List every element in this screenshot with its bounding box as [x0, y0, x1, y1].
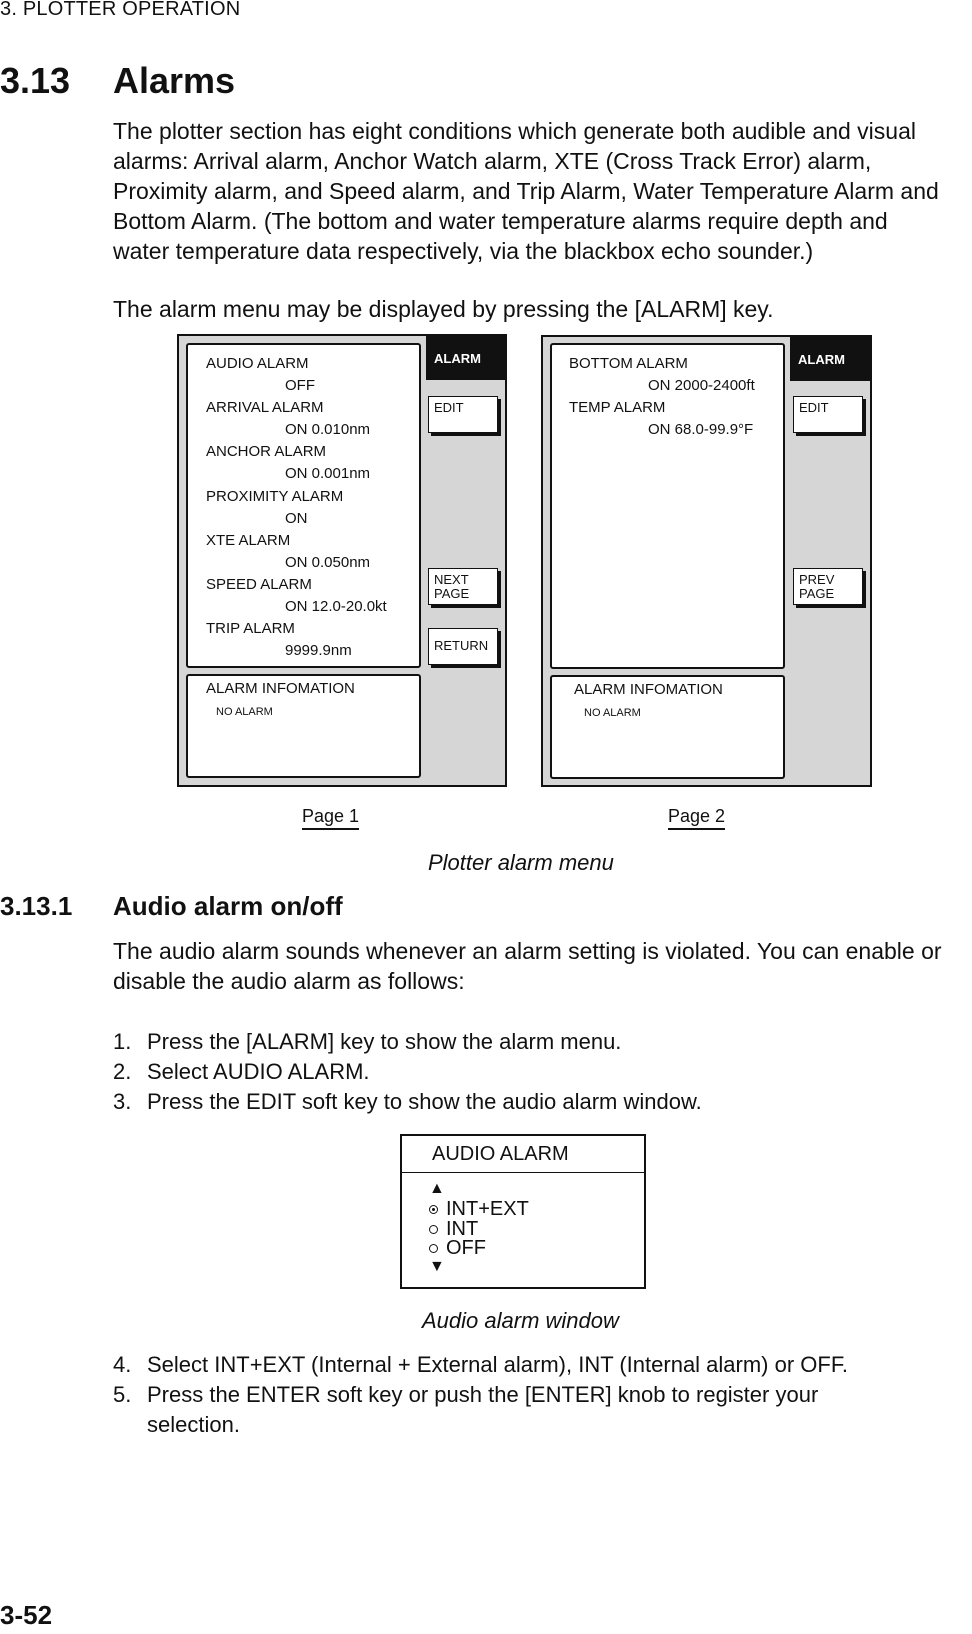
audio-alarm-value: OFF [285, 377, 315, 394]
audio-alarm-window [400, 1134, 646, 1289]
edit-softkey[interactable] [428, 396, 498, 433]
option-int-ext-label: INT+EXT [446, 1198, 529, 1220]
prev-page-label-1: PREV [799, 572, 835, 587]
edit-softkey-label-page2: EDIT [799, 400, 829, 415]
step-1-number: 1. [113, 1029, 132, 1054]
bottom-alarm-value: ON 2000-2400ft [648, 377, 755, 394]
step-2-text: Select AUDIO ALARM. [147, 1059, 370, 1084]
bottom-alarm-item[interactable]: BOTTOM ALARM [569, 355, 688, 372]
next-page-label-1: NEXT [434, 572, 469, 587]
alarm-list-page1 [186, 343, 421, 668]
alarm-info-box-page1 [186, 674, 421, 778]
proximity-alarm-value: ON [285, 510, 308, 527]
scroll-up-icon[interactable]: ▲ [429, 1180, 445, 1197]
temp-alarm-value: ON 68.0-99.9°F [648, 421, 754, 438]
step-4-text: Select INT+EXT (Internal + External alarm), INT (Internal alarm) or OFF. [147, 1352, 848, 1377]
step-3 [113, 1087, 933, 1117]
speed-alarm-value: ON 12.0-20.0kt [285, 598, 387, 615]
anchor-alarm-item[interactable]: ANCHOR ALARM [206, 443, 327, 460]
alarm-info-value-page2: NO ALARM [584, 707, 641, 719]
prev-page-label-2: PAGE [799, 586, 835, 601]
xte-alarm-item[interactable]: XTE ALARM [206, 532, 291, 549]
return-softkey-label: RETURN [434, 638, 489, 653]
step-2 [113, 1057, 933, 1087]
page2-label: Page 2 [668, 806, 725, 830]
alarm-tab-page2: ALARM [790, 337, 872, 381]
step-5 [113, 1380, 953, 1410]
menu-sentence: The alarm menu may be displayed by pressing the [ALARM] key. [113, 296, 774, 322]
step-5-text: Press the ENTER soft key or push the [ENTER] knob to register your [147, 1382, 819, 1407]
xte-alarm-value: ON 0.050nm [285, 554, 371, 571]
alarm-list-page2 [550, 343, 785, 669]
subsection-intro: The audio alarm sounds whenever an alarm setting is violated. You can enable or disable the audio alarm as follows: [113, 938, 942, 994]
anchor-alarm-value: ON 0.001nm [285, 465, 371, 482]
proximity-alarm-item[interactable]: PROXIMITY ALARM [206, 488, 344, 505]
audio-alarm-item[interactable]: AUDIO ALARM [206, 355, 309, 372]
title-divider [402, 1172, 644, 1173]
step-1 [113, 1027, 933, 1057]
running-head: 3. PLOTTER OPERATION [0, 0, 241, 20]
alarm-info-value: NO ALARM [216, 706, 273, 718]
figure-caption-alarm-menu: Plotter alarm menu [428, 850, 614, 875]
radio-icon [429, 1225, 438, 1234]
alarm-info-title-page2: ALARM INFOMATION [574, 681, 723, 698]
alarm-menu-page1 [177, 334, 507, 787]
scroll-down-icon[interactable]: ▼ [429, 1258, 445, 1275]
option-off[interactable] [429, 1238, 486, 1258]
intro-paragraph: The plotter section has eight conditions which generate both audible and visual alarms: Arrival alarm, Anchor Watch alarm, XTE (Cross Track Error) alarm, Proximity alarm, and Speed alarm, and Trip Alarm, Water Temperature Alarm and Bottom Alarm. (The bottom and water temperature alarms require depth and water temperature data respectively, via the blackbox echo sounder.) [113, 118, 939, 264]
option-int[interactable] [429, 1219, 478, 1239]
section-number: 3.13 [0, 60, 71, 101]
figure-caption-audio-window: Audio alarm window [422, 1308, 619, 1333]
alarm-info-title: ALARM INFOMATION [206, 680, 355, 697]
step-2-number: 2. [113, 1059, 132, 1084]
alarm-menu-page2 [541, 335, 872, 787]
speed-alarm-item[interactable]: SPEED ALARM [206, 576, 312, 593]
arrival-alarm-value: ON 0.010nm [285, 421, 371, 438]
return-softkey[interactable] [428, 628, 498, 665]
page1-label: Page 1 [302, 806, 359, 830]
step-5-number: 5. [113, 1382, 132, 1407]
trip-alarm-value: 9999.9nm [285, 642, 352, 659]
next-page-softkey[interactable] [428, 568, 498, 605]
option-int-label: INT [446, 1218, 479, 1240]
option-int-ext[interactable] [429, 1199, 529, 1219]
next-page-label-2: PAGE [434, 586, 470, 601]
audio-window-title: AUDIO ALARM [432, 1143, 569, 1165]
step-3-number: 3. [113, 1089, 132, 1114]
radio-selected-icon [429, 1205, 438, 1214]
prev-page-softkey[interactable] [793, 568, 863, 605]
step-5-continued: selection. [147, 1412, 240, 1437]
step-3-text: Press the EDIT soft key to show the audio alarm window. [147, 1089, 702, 1114]
section-title: Alarms [113, 60, 236, 101]
arrival-alarm-item[interactable]: ARRIVAL ALARM [206, 399, 324, 416]
edit-softkey-page2[interactable] [793, 396, 863, 433]
option-off-label: OFF [446, 1237, 486, 1259]
step-4 [113, 1350, 953, 1380]
radio-icon [429, 1244, 438, 1253]
subsection-number: 3.13.1 [0, 891, 73, 921]
edit-softkey-label: EDIT [434, 400, 464, 415]
step-1-text: Press the [ALARM] key to show the alarm menu. [147, 1029, 622, 1054]
temp-alarm-item[interactable]: TEMP ALARM [569, 399, 666, 416]
step-4-number: 4. [113, 1352, 132, 1377]
trip-alarm-item[interactable]: TRIP ALARM [206, 620, 295, 637]
alarm-tab: ALARM [426, 336, 507, 380]
alarm-info-box-page2 [550, 675, 785, 779]
page-number: 3-52 [0, 1600, 53, 1630]
subsection-title: Audio alarm on/off [113, 891, 343, 921]
